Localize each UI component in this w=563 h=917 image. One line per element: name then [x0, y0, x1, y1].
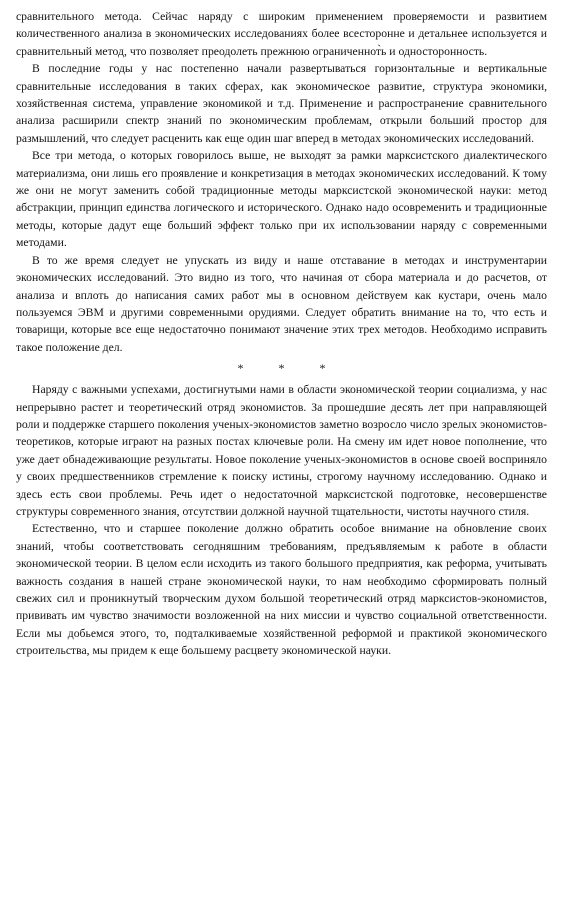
section-separator: * * * — [237, 361, 342, 376]
paragraph: сравнительного метода. Сейчас наряду с широким применением проверяемости и развитием количественного анализа в экономических исследованиях более всесторонне и детальнее используется и сравнительный метод, что позволяет преодолеть прежнюю ограниченнот̀ь и односторонность. — [16, 10, 547, 58]
document-page — [16, 8, 547, 660]
paragraph: Все три метода, о которых говорилось выше, не выходят за рамки марксистского диалектического материализма, они лишь его проявление и конкретизация в методах экономических исследований. К тому же они не могут заменить собой традиционные методы марксистской экономической науки: метод абстракции, принцип единства логического и исторического. Однако надо осовременить и традиционные методы, которые дадут еще больший эффект только при их использовании наряду с современными методами. — [16, 149, 547, 250]
paragraph: В последние годы у нас постепенно начали развертываться горизонтальные и вертикальные сравнительные исследования в таких сферах, как экономическое развитие, структура экономики, хозяйственная система, управление экономикой и т.д. Применение и распространение сравнительного анализа расширили спектр знаний по экономическим проблемам, открыли больший простор для размышлений, что следует расценить как еще один шаг вперед в методах экономических исследований. — [16, 62, 547, 145]
section-methods — [16, 8, 547, 356]
section-economists — [16, 381, 547, 660]
paragraph: В то же время следует не упускать из виду и наше отставание в методах и инструментарии экономических исследований. Это видно из того, что начиная от сбора материала и до расчетов, от анализа и вплоть до написания самих работ мы в основном действуем как кустари, очень мало пользуемся ЭВМ и другими современными орудиями. Следует обратить внимание на то, что есть и товарищи, которые все еще недостаточно понимают значение этих трех методов. Необходимо исправить такое положение дел. — [16, 253, 547, 354]
paragraph: Естественно, что и старшее поколение должно обратить особое внимание на обновление своих знаний, чтобы соответствовать сегодняшним требованиям, предъявляемым к работе в области экономической теории. В целом если исходить из такого большого предприятия, как реформа, учитывать важность создания в нашей стране экономической науки, то нам необходимо сформировать полный свежих сил и проникнутый творческим духом большой теоретический отряд марксистов-экономистов, прививать им чувство значимости возложенной на них миссии и чувство социальной ответственности. Если мы добьемся этого, то, подталкиваемые хозяйственной реформой и практикой экономического строительства, мы придем к еще большему расцвету экономической науки. — [16, 522, 547, 658]
paragraph: Наряду с важными успехами, достигнутыми нами в области экономической теории социализма, у нас непрерывно растет и теоретический отряд экономистов. За прошедшие десять лет при направляющей роли и поддержке старшего поколения ученых-экономистов заметно возросло число зрелых экономистов-теоретиков, которые играют на разных постах ключевые роли. На смену им идет новое пополнение, что уже дает обнадеживающие результаты. Новое поколение ученых-экономистов в основе своей восприняло у своих предшественников стремление к поиску истины, строгому научному исследованию. Однако и здесь есть свои проблемы. Речь идет о недостаточной марксистской подготовке, несовершенстве структуры современного знания, отсутствии должной научной тщательности, чистоты научного стиля. — [16, 383, 547, 518]
